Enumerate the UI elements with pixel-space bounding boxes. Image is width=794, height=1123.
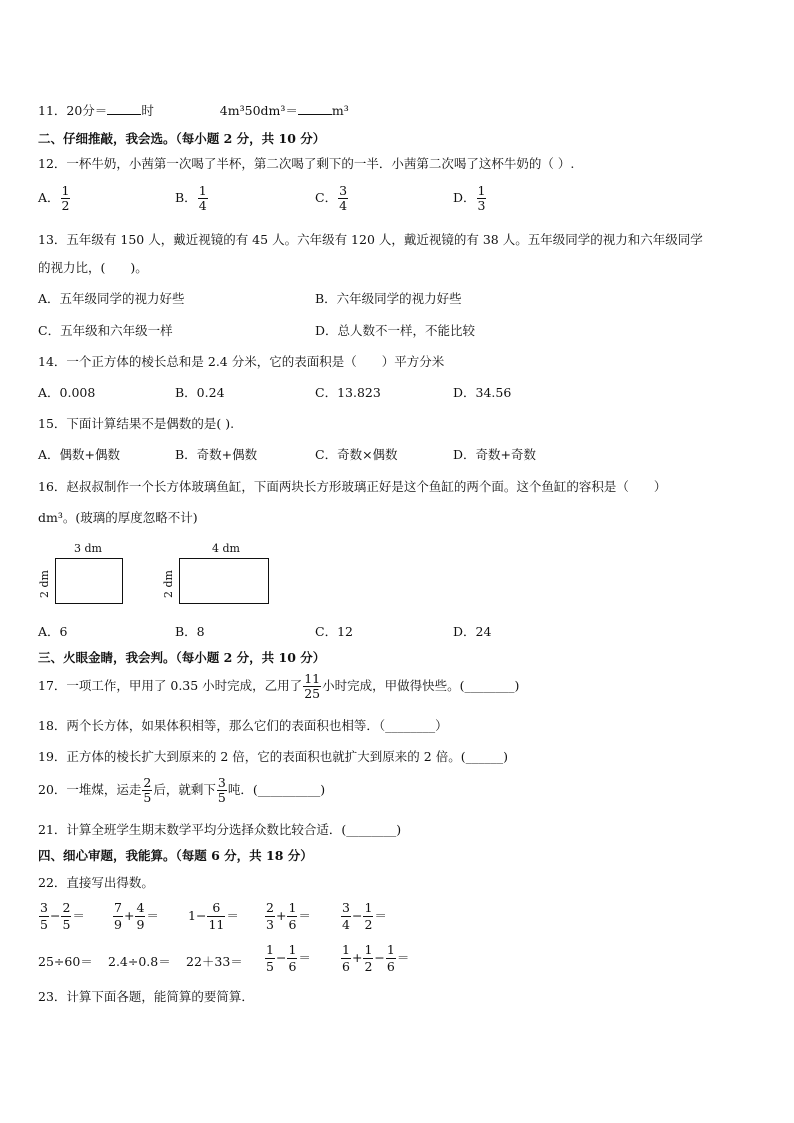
option-a[interactable]: A． $\frac{1}{2}$ [38, 183, 70, 213]
option-a[interactable]: A．偶数+偶数 [38, 447, 121, 462]
question-20: 20．一堆煤，运走 $\frac{2}{5}$ 后，就剩下 $\frac{3}{5}$ 吨．(__________) [38, 775, 326, 805]
expr-4: $\frac{2}{3}$ + $\frac{1}{6}$ ＝ [266, 900, 311, 932]
option-d[interactable]: D．奇数+奇数 [453, 447, 536, 462]
option-b[interactable]: B．奇数+偶数 [175, 447, 258, 462]
section-3-heading: 三、火眼金睛，我会判。（每小题 2 分，共 10 分） [38, 650, 326, 665]
question-23: 23．计算下面各题，能简算的要简算． [38, 989, 254, 1004]
option-d[interactable]: D．总人数不一样，不能比较 [315, 323, 476, 338]
question-21: 21．计算全班学生期末数学平均分选择众数比较合适．(________) [38, 822, 402, 837]
option-c[interactable]: C．五年级和六年级一样 [38, 323, 173, 338]
question-15: 15．下面计算结果不是偶数的是( ). [38, 416, 235, 431]
question-22: 22．直接写出得数。 [38, 875, 154, 890]
answer-blank[interactable] [107, 102, 141, 115]
dimension-label: 2 dm [38, 570, 51, 598]
question-19: 19．正方体的棱长扩大到原来的 2 倍，它的表面积也就扩大到原来的 2 倍。(______) [38, 749, 508, 764]
question-18: 18．两个长方体，如果体积相等，那么它们的表面积也相等．（________） [38, 718, 448, 733]
expr-6: 25÷60＝ [38, 954, 93, 969]
question-11: 11．20分＝ 时 4m³50dm³＝ m³ [38, 103, 349, 118]
question-12: 12．一杯牛奶，小茜第一次喝了半杯，第二次喝了剩下的一半．小茜第二次喝了这杯牛奶的（ ）. [38, 156, 575, 171]
expr-10: $\frac{1}{6}$ + $\frac{1}{2}$ − $\frac{1}{6}$ ＝ [342, 942, 410, 974]
question-13-line1: 13．五年级有 150 人，戴近视镜的有 45 人。六年级有 120 人，戴近视镜的有 38 人。五年级同学的视力和六年级同学 [38, 232, 703, 247]
expr-8: 22＋33＝ [186, 954, 243, 969]
option-a[interactable]: A．6 [38, 624, 68, 639]
expr-7: 2.4÷0.8＝ [108, 954, 171, 969]
dimension-label: 2 dm [162, 570, 175, 598]
option-d[interactable]: D．34.56 [453, 385, 512, 400]
expr-5: $\frac{3}{4}$ − $\frac{1}{2}$ ＝ [342, 900, 387, 932]
option-d[interactable]: D． $\frac{1}{3}$ [453, 183, 486, 213]
option-b[interactable]: B．0.24 [175, 385, 225, 400]
dimension-label: 3 dm [74, 542, 102, 555]
expr-3: 1− $\frac{6}{11}$ ＝ [188, 900, 239, 932]
rectangle-3x2 [55, 558, 123, 604]
answer-blank[interactable] [298, 102, 332, 115]
option-b[interactable]: B．8 [175, 624, 205, 639]
option-c[interactable]: C．奇数×偶数 [315, 447, 398, 462]
expr-2: $\frac{7}{9}$ + $\frac{4}{9}$ ＝ [114, 900, 159, 932]
expr-9: $\frac{1}{5}$ − $\frac{1}{6}$ ＝ [266, 942, 311, 974]
question-13-line2: 的视力比，( )。 [38, 260, 148, 275]
option-b[interactable]: B．六年级同学的视力好些 [315, 291, 462, 306]
option-c[interactable]: C．12 [315, 624, 353, 639]
section-2-heading: 二、仔细推敲，我会选。（每小题 2 分，共 10 分） [38, 131, 326, 146]
option-c[interactable]: C．13.823 [315, 385, 381, 400]
question-16-line1: 16．赵叔叔制作一个长方体玻璃鱼缸，下面两块长方形玻璃正好是这个鱼缸的两个面。这个鱼缸的容积是（ ） [38, 479, 667, 494]
section-4-heading: 四、细心审题，我能算。（每题 6 分，共 18 分） [38, 848, 313, 863]
option-b[interactable]: B． $\frac{1}{4}$ [175, 183, 207, 213]
dimension-label: 4 dm [212, 542, 240, 555]
option-d[interactable]: D．24 [453, 624, 492, 639]
question-14: 14．一个正方体的棱长总和是 2.4 分米，它的表面积是（ ）平方分米 [38, 354, 445, 369]
question-17: 17．一项工作，甲用了 0.35 小时完成，乙用了 $\frac{11}{25}$ 小时完成，甲做得快些。(________) [38, 671, 520, 701]
option-a[interactable]: A．五年级同学的视力好些 [38, 291, 185, 306]
rectangle-4x2 [179, 558, 269, 604]
question-16-line2: dm³。(玻璃的厚度忽略不计) [38, 510, 198, 525]
option-a[interactable]: A．0.008 [38, 385, 96, 400]
option-c[interactable]: C． $\frac{3}{4}$ [315, 183, 348, 213]
expr-1: $\frac{3}{5}$ − $\frac{2}{5}$ ＝ [40, 900, 85, 932]
